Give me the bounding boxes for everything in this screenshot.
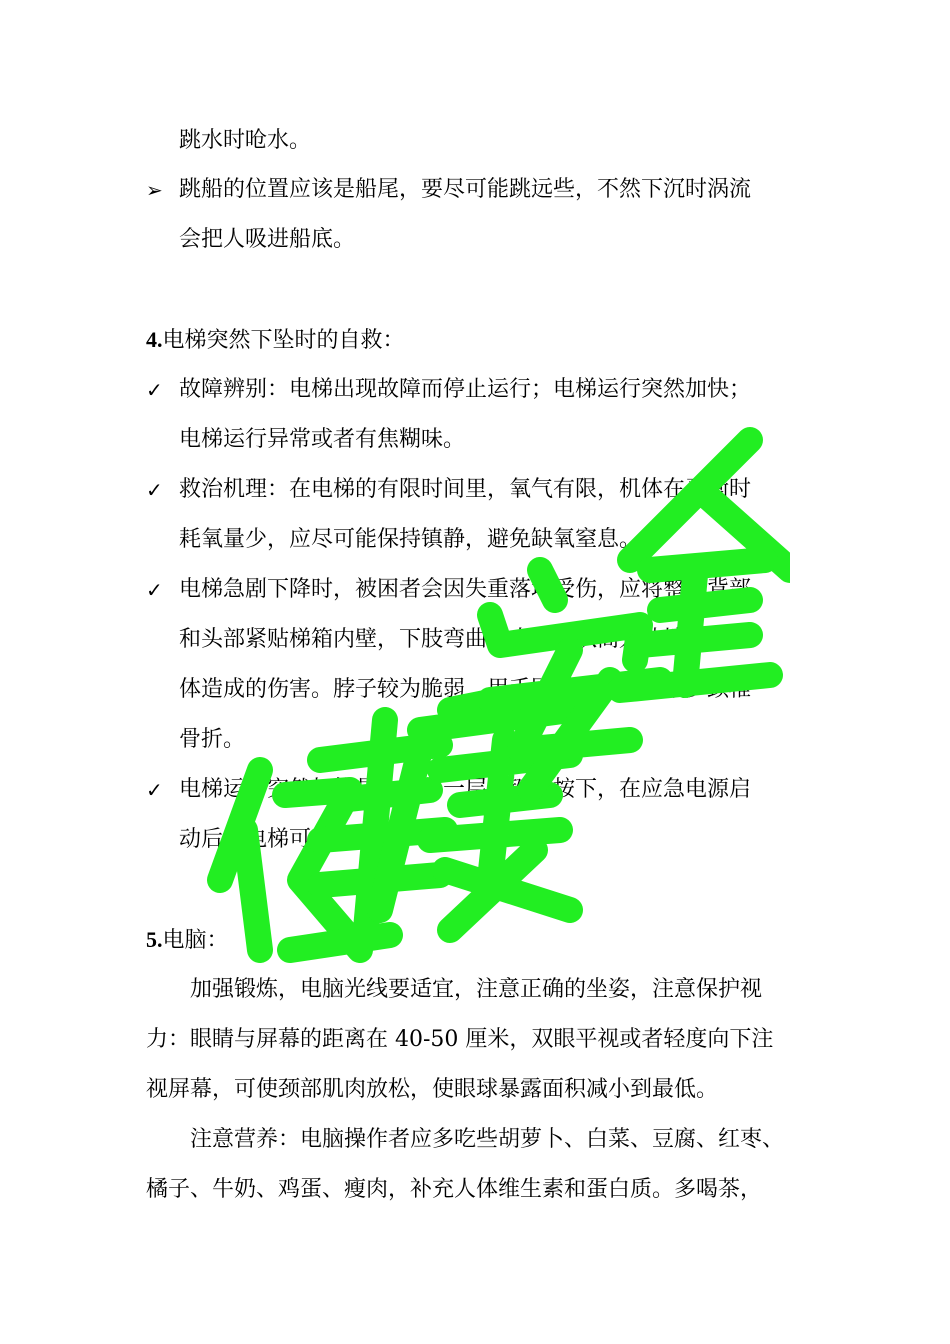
text-line: 骨折。 [179,727,246,752]
text-line: 电梯急剧下降时，被困者会因失重落地受伤，应将整个背部 [179,577,752,602]
heading-text: 电梯突然下坠时的自救： [162,328,405,353]
text-line: 电梯运行异常或者有焦糊味。 [179,427,466,452]
text-line: 会把人吸进船底。 [179,227,356,252]
text-line: 动后，电梯可立即停止。 [179,827,422,852]
text-line: 和头部紧贴梯箱内壁，下肢弯曲减少电梯从高处坠地时对人 [179,627,752,652]
heading-number: 4. [146,327,163,352]
text-line: 体造成的伤害。脖子较为脆弱，用手固定颈部可以减少颈椎 [179,677,752,702]
check-bullet-icon: ✓ [146,578,163,602]
text-line: 耗氧量少，应尽可能保持镇静，避免缺氧窒息。 [179,527,642,552]
section-heading-4 [146,327,405,354]
text-line: 故障辨别：电梯出现故障而停止运行；电梯运行突然加快； [179,377,752,402]
text-line: 电梯运行突然加快是，把每一层按键都按下，在应急电源启 [179,777,752,802]
section-heading-5 [146,927,229,954]
paragraph-line: 注意营养：电脑操作者应多吃些胡萝卜、白菜、豆腐、红枣、 [190,1127,785,1152]
text-line: 跳水时呛水。 [179,128,312,153]
paragraph-line: 加强锻炼，电脑光线要适宜，注意正确的坐姿，注意保护视 [190,977,763,1002]
paragraph-line: 视屏幕，可使颈部肌肉放松，使眼球暴露面积减小到最低。 [146,1077,719,1102]
check-bullet-icon: ✓ [146,478,163,502]
heading-text: 电脑： [162,928,229,953]
paragraph-line: 力：眼睛与屏幕的距离在 40-50 厘米，双眼平视或者轻度向下注 [146,1027,774,1052]
text-line: 跳船的位置应该是船尾，要尽可能跳远些，不然下沉时涡流 [179,177,752,202]
text-line: 救治机理：在电梯的有限时间里，氧气有限，机体在平衡时 [179,477,752,502]
arrow-bullet-icon: ➢ [146,178,163,202]
heading-number: 5. [146,927,163,952]
paragraph-line: 橘子、牛奶、鸡蛋、瘦肉，补充人体维生素和蛋白质。多喝茶， [146,1177,763,1202]
check-bullet-icon: ✓ [146,778,163,802]
check-bullet-icon: ✓ [146,378,163,402]
